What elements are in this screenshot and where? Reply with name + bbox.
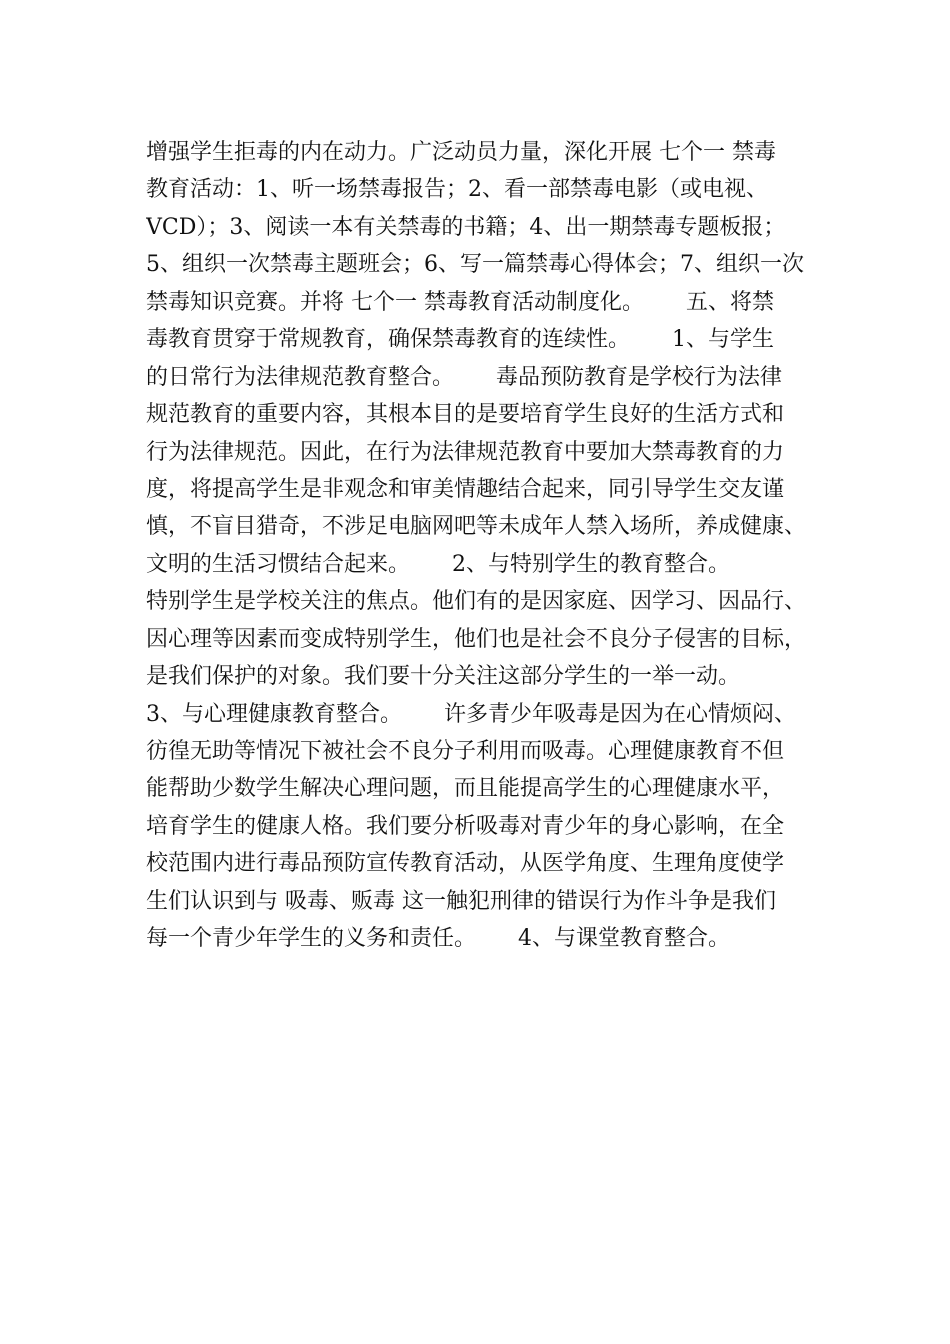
text-line: 能帮助少数学生解决心理问题，而且能提高学生的心理健康水平， (146, 776, 785, 802)
text-line: 生们认识到与 吸毒、贩毒 这一触犯刑律的错误行为作斗争是我们 (146, 888, 776, 914)
text-line: 因心理等因素而变成特别学生，他们也是社会不良分子侵害的目标， (146, 626, 807, 652)
text-line: 禁毒知识竞赛。并将 七个一 禁毒教育活动制度化。 五、将禁 (146, 289, 774, 315)
text-line: 慎，不盲目猎奇，不涉足电脑网吧等未成年人禁入场所，养成健康、 (146, 514, 807, 540)
text-line: 3、与心理健康教育整合。 许多青少年吸毒是因为在心情烦闷、 (146, 701, 796, 727)
text-line: 的日常行为法律规范教育整合。 毒品预防教育是学校行为法律 (146, 364, 782, 390)
text-line: 行为法律规范。因此，在行为法律规范教育中要加大禁毒教育的力 (146, 439, 785, 465)
text-line: 规范教育的重要内容，其根本目的是要培育学生良好的生活方式和 (146, 402, 785, 428)
text-line: 是我们保护的对象。我们要十分关注这部分学生的一举一动。 (146, 664, 741, 690)
text-line: 度，将提高学生是非观念和审美情趣结合起来，同引导学生交友谨 (146, 476, 785, 502)
text-line: 每一个青少年学生的义务和责任。 4、与课堂教育整合。 (146, 926, 730, 952)
text-line: 毒教育贯穿于常规教育，确保禁毒教育的连续性。 1、与学生 (146, 327, 774, 353)
text-line: 特别学生是学校关注的焦点。他们有的是因家庭、因学习、因品行、 (146, 589, 807, 615)
text-line: VCD）；3、阅读一本有关禁毒的书籍；4、出一期禁毒专题板报； (146, 214, 786, 240)
text-line: 文明的生活习惯结合起来。 2、与特别学生的教育整合。 (146, 551, 730, 577)
text-line: 校范围内进行毒品预防宣传教育活动，从医学角度、生理角度使学 (146, 851, 785, 877)
text-line: 彷徨无助等情况下被社会不良分子利用而吸毒。心理健康教育不但 (146, 739, 785, 764)
text-line: 教育活动：1、听一场禁毒报告；2、看一部禁毒电影（或电视、 (146, 177, 768, 203)
body-text (146, 134, 826, 958)
text-line: 5、组织一次禁毒主题班会；6、写一篇禁毒心得体会；7、组织一次 (146, 252, 804, 278)
text-line: 培育学生的健康人格。我们要分析吸毒对青少年的身心影响，在全 (146, 813, 785, 839)
text-line: 增强学生拒毒的内在动力。广泛动员力量，深化开展 七个一 禁毒 (146, 140, 776, 165)
